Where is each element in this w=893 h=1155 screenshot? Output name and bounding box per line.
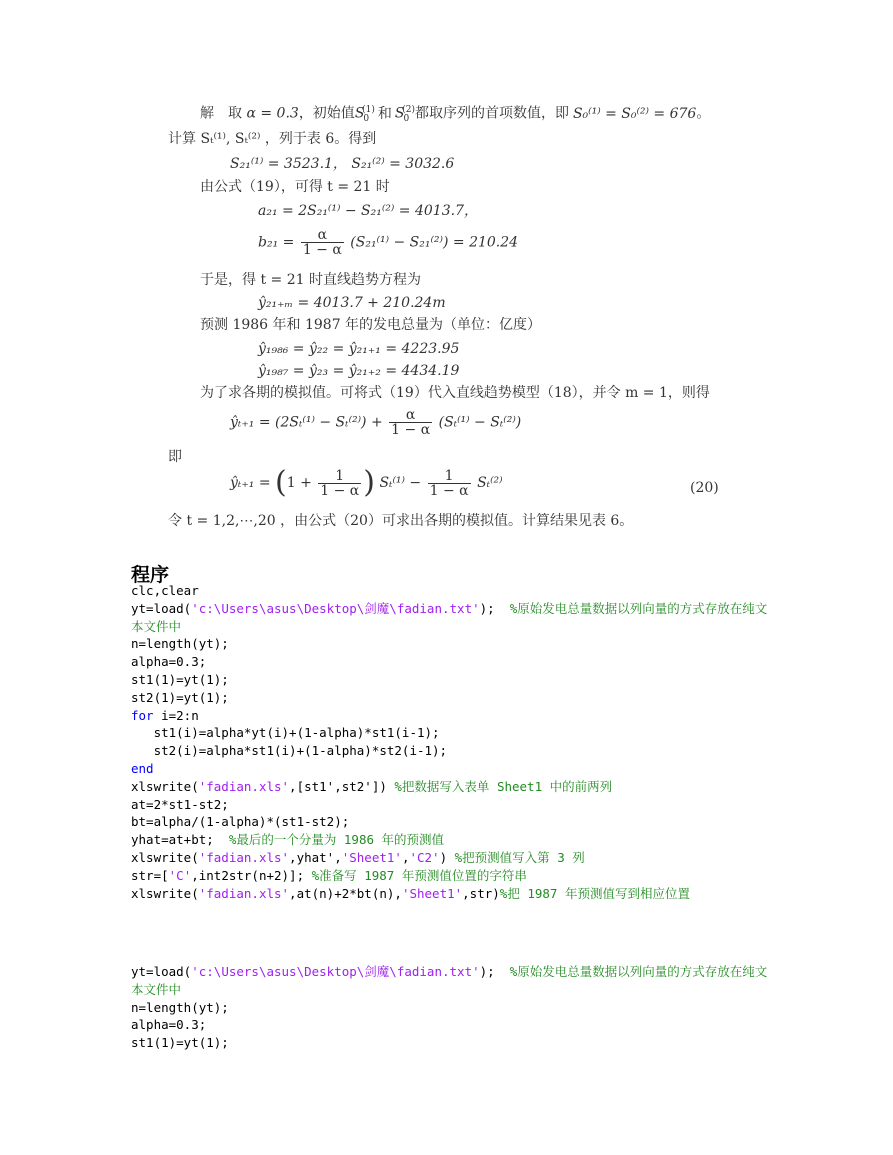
code-block-2: [131, 963, 771, 1052]
code-line: [131, 742, 771, 760]
code-line: [131, 778, 771, 796]
code-text: bt=alpha/(1-alpha)*(st1-st2);: [131, 814, 350, 830]
math-line-16: 令 t = 1,2,⋯,20 ，由公式（20）可求出各期的模拟值。计算结果见表 6。: [168, 513, 634, 529]
fraction-numerator: 1: [428, 469, 471, 484]
code-comment: %原始发电总量数据以列向量的方式存放在纯文本文件中: [131, 964, 768, 997]
code-text: );: [479, 964, 510, 979]
code-comment: %原始发电总量数据以列向量的方式存放在纯文本文件中: [131, 600, 768, 634]
formula20-mid: Sₜ⁽¹⁾ −: [379, 475, 422, 491]
alpha-value: α = 0.3: [246, 105, 299, 122]
code-text: i=2:n: [153, 707, 199, 723]
left-paren: (: [275, 465, 287, 500]
fraction-one-over: [428, 469, 471, 498]
fraction-numerator: α: [301, 228, 344, 243]
text-fragment: 都取序列的首项数值，即: [414, 105, 569, 122]
formula20-lhs: ŷₜ₊₁ =: [230, 475, 271, 491]
code-string: 'fadian.xls': [198, 885, 290, 901]
code-text: n=length(yt);: [131, 999, 229, 1015]
code-block-1: [131, 582, 771, 902]
subscript: 0: [363, 114, 370, 125]
code-text: n=length(yt);: [131, 636, 229, 652]
math-line-5: [258, 204, 478, 218]
code-text: yt=load(: [131, 964, 192, 979]
fitted-value-lhs: ŷₜ₊₁ = (2Sₜ⁽¹⁾ − Sₜ⁽²⁾) +: [230, 414, 383, 431]
code-text: st1(i)=alpha*yt(i)+(1-alpha)*st1(i-1);: [131, 725, 440, 741]
a21-equation: a₂₁ = 2S₂₁⁽¹⁾ − S₂₁⁽²⁾ = 4013.7，: [258, 203, 478, 219]
code-line: [131, 671, 771, 689]
code-string: 'C': [168, 867, 192, 883]
initial-value-equation: S₀⁽¹⁾ = S₀⁽²⁾ = 676: [572, 105, 697, 122]
code-text: ,str): [462, 885, 500, 901]
code-text: st1(1)=yt(1);: [131, 1035, 229, 1051]
math-line-15: [230, 465, 503, 500]
forecast-1987: ŷ₁₉₈₇ = ŷ₂₃ = ŷ₂₁₊₂ = 4434.19: [258, 363, 460, 379]
code-text: xlswrite(: [131, 849, 199, 865]
solution-intro-text: 解 取: [200, 105, 242, 122]
code-text: xlswrite(: [131, 885, 199, 901]
right-paren: ): [363, 465, 375, 500]
code-comment: %准备写 1987 年预测值位置的字符串: [311, 867, 527, 883]
math-line-8: [258, 296, 446, 310]
fraction-denominator: 1 − α: [320, 482, 360, 499]
math-line-9: 预测 1986 年和 1987 年的发电总量为（单位：亿度）: [200, 317, 542, 333]
s21-values: S₂₁⁽¹⁾ = 3523.1， S₂₁⁽²⁾ = 3032.6: [230, 156, 455, 172]
fraction-one-over: [318, 469, 361, 498]
code-text: st2(1)=yt(1);: [131, 689, 229, 705]
text-fragment: 。: [696, 105, 711, 122]
code-line: [131, 635, 771, 653]
code-text: ,[st1',st2']): [289, 778, 395, 794]
fraction-denominator: 1 − α: [429, 482, 469, 499]
code-line: [131, 707, 771, 725]
code-comment: %最后的一个分量为 1986 年的预测值: [228, 832, 445, 848]
math-line-7: 于是，得 t = 21 时直线趋势方程为: [200, 272, 421, 288]
code-line: [131, 760, 771, 778]
formula20-rhs: Sₜ⁽²⁾: [477, 475, 503, 491]
code-text: st2(i)=alpha*st1(i)+(1-alpha)*st2(i-1);: [131, 743, 448, 759]
code-line: [131, 582, 771, 600]
code-line: [131, 689, 771, 707]
code-string: 'fadian.xls': [198, 778, 290, 794]
math-line-4: 由公式（19），可得 t = 21 时: [200, 179, 390, 195]
code-keyword: for: [131, 707, 154, 723]
math-line-6: [258, 228, 518, 257]
code-line: [131, 1016, 771, 1034]
fraction-numerator: α: [389, 408, 432, 423]
code-string: 'c:\Users\asus\Desktop\剑魔\fadian.txt': [191, 964, 480, 979]
code-line: [131, 1034, 771, 1052]
fraction-denominator: 1 − α: [302, 242, 342, 258]
text-fragment: 和: [377, 105, 392, 122]
alpha-fraction: [389, 408, 432, 437]
math-line-14: 即: [168, 449, 182, 465]
superscript: (1): [362, 105, 375, 115]
code-text: yt=load(: [131, 600, 192, 616]
code-text: str=[: [131, 867, 169, 883]
code-line: [131, 999, 771, 1017]
subscript: 0: [403, 114, 410, 125]
code-text: alpha=0.3;: [131, 654, 207, 670]
equation-number: (20): [690, 480, 719, 496]
fitted-value-rhs: (Sₜ⁽¹⁾ − Sₜ⁽²⁾): [438, 414, 522, 431]
symbol-s: S: [354, 105, 365, 122]
forecast-1986: ŷ₁₉₈₆ = ŷ₂₂ = ŷ₂₁₊₁ = 4223.95: [258, 341, 460, 357]
code-comment: %把预测值写入第 3 列: [454, 849, 585, 865]
b21-lhs: b₂₁ =: [258, 234, 295, 251]
code-text: xlswrite(: [131, 778, 199, 794]
code-string: 'Sheet1': [341, 849, 402, 865]
b21-rhs: (S₂₁⁽¹⁾ − S₂₁⁽²⁾) = 210.24: [350, 234, 519, 251]
formula20-text: 1 +: [286, 475, 312, 491]
text-fragment: ，初始值: [298, 105, 355, 122]
code-text: clc,clear: [131, 583, 199, 598]
math-line-12: 为了求各期的模拟值。可将式（19）代入直线趋势模型（18），并令 m = 1，则得: [200, 385, 710, 401]
code-comment: %把 1987 年预测值写到相应位置: [499, 885, 690, 901]
code-text: st1(1)=yt(1);: [131, 671, 229, 687]
code-text: at=2*st1-st2;: [131, 796, 229, 812]
trend-equation: ŷ₂₁₊ₘ = 4013.7 + 210.24m: [258, 295, 446, 311]
symbol-s: S: [394, 105, 405, 122]
math-line-13: [230, 408, 521, 437]
code-keyword: end: [131, 760, 154, 776]
code-text: );: [479, 600, 510, 616]
code-line: [131, 831, 771, 849]
code-line: [131, 653, 771, 671]
math-line-10: [258, 342, 459, 356]
superscript: (2): [402, 105, 415, 115]
program-heading: 程序: [131, 564, 170, 586]
code-text: ,: [401, 849, 410, 865]
code-text: ,at(n)+2*bt(n),: [289, 885, 402, 901]
code-line: [131, 724, 771, 742]
fraction-denominator: 1 − α: [391, 422, 431, 438]
code-string: 'fadian.xls': [198, 849, 290, 865]
code-comment: %把数据写入表单 Sheet1 中的前两列: [394, 778, 613, 794]
code-line: [131, 867, 771, 885]
code-string: 'C2': [409, 849, 440, 865]
code-line: [131, 963, 771, 999]
code-text: ,yhat',: [289, 849, 342, 865]
code-line: [131, 796, 771, 814]
math-line-11: [258, 364, 459, 378]
code-text: alpha=0.3;: [131, 1017, 207, 1033]
code-string: 'Sheet1': [401, 885, 463, 901]
code-text: ,int2str(n+2)];: [191, 867, 312, 883]
code-string: 'c:\Users\asus\Desktop\剑魔\fadian.txt': [191, 600, 480, 616]
fraction-numerator: 1: [318, 469, 361, 484]
math-line-3: [230, 157, 454, 171]
code-line: [131, 885, 771, 903]
code-text: ): [439, 849, 455, 865]
math-line-1: [200, 106, 710, 124]
alpha-fraction: [301, 228, 344, 257]
code-line: [131, 813, 771, 831]
code-line: [131, 600, 771, 636]
math-line-2: 计算 Sₜ⁽¹⁾, Sₜ⁽²⁾ ，列于表 6。得到: [168, 131, 377, 147]
code-line: [131, 849, 771, 867]
code-text: yhat=at+bt;: [131, 832, 229, 848]
